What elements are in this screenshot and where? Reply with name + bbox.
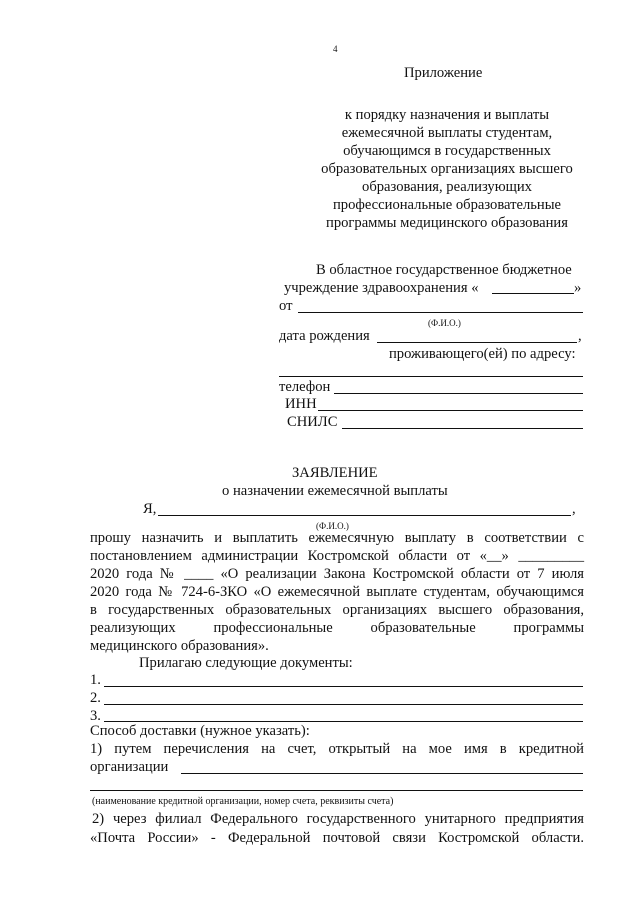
appendix-line: обучающимся в государственных [343, 143, 551, 159]
fio-hint: (Ф.И.О.) [428, 318, 461, 328]
body-line: реализующих профессиональные образовательные программы [90, 620, 584, 636]
page-number: 4 [333, 44, 338, 54]
from-label: от [279, 298, 293, 314]
body-line: 2020 года № ____ «О реализации Закона Костромской области от 7 июля [90, 566, 584, 582]
phone-label: телефон [279, 379, 331, 395]
phone-blank[interactable] [334, 393, 583, 394]
attachment-blank[interactable] [104, 704, 583, 705]
appendix-line: образования, реализующих [362, 179, 532, 195]
body-line: в государственных образовательных организациях высшего образования, [90, 602, 584, 618]
addressee-line-2: учреждение здравоохранения « [284, 280, 479, 296]
inn-label: ИНН [285, 396, 317, 412]
body-line: медицинского образования». [90, 638, 269, 654]
delivery-option-2: 2) через филиал Федерального государственного унитарного предприятия [92, 811, 584, 827]
body-line: прошу назначить и выплатить ежемесячную выплату в соответствии с [90, 530, 584, 546]
body-line: постановлением администрации Костромской области от «__» _________ [90, 548, 584, 564]
delivery-option-1: 1) путем перечисления на счет, открытый на мое имя в кредитной [90, 741, 584, 757]
address-label: проживающего(ей) по адресу: [389, 346, 576, 362]
statement-subtitle: о назначении ежемесячной выплаты [222, 483, 448, 499]
birth-date-comma: , [578, 328, 582, 344]
body-line: 2020 года № 724-6-ЗКО «О ежемесячной выплате студентам, обучающимся [90, 584, 584, 600]
delivery-option-2-cont: «Почта России» - Федеральной почтовой связи Костромской области. [90, 830, 584, 846]
birth-date-blank[interactable] [377, 342, 577, 343]
birth-date-label: дата рождения [279, 328, 370, 344]
snils-blank[interactable] [342, 428, 583, 429]
attachment-blank[interactable] [104, 686, 583, 687]
statement-title: ЗАЯВЛЕНИЕ [292, 465, 378, 481]
address-blank[interactable] [279, 376, 583, 377]
snils-label: СНИЛС [287, 414, 338, 430]
bank-name-blank[interactable] [181, 773, 583, 774]
attachment-number: 1. [90, 672, 101, 688]
delivery-option-1-org: организации [90, 759, 169, 775]
appendix-title: Приложение [404, 65, 483, 81]
applicant-fio-blank[interactable] [158, 515, 571, 516]
bank-hint: (наименование кредитной организации, номер счета, реквизиты счета) [92, 796, 394, 807]
applicant-fio-hint: (Ф.И.О.) [316, 521, 349, 531]
from-fio-blank[interactable] [298, 312, 583, 313]
bank-details-blank[interactable] [90, 790, 583, 791]
attachment-number: 2. [90, 690, 101, 706]
addressee-line-2-close: » [574, 280, 582, 296]
attachment-number: 3. [90, 708, 101, 724]
appendix-line: ежемесячной выплаты студентам, [341, 125, 553, 141]
applicant-comma: , [572, 501, 576, 517]
appendix-line: программы медицинского образования [326, 215, 568, 231]
appendix-line: образовательных организациях высшего [321, 161, 573, 177]
attachments-intro: Прилагаю следующие документы: [139, 655, 353, 671]
institution-blank[interactable] [492, 293, 574, 294]
inn-blank[interactable] [318, 410, 583, 411]
addressee-line-1: В областное государственное бюджетное [316, 262, 572, 278]
applicant-label: Я, [143, 501, 157, 517]
delivery-label: Способ доставки (нужное указать): [90, 723, 310, 739]
appendix-line: профессиональные образовательные [332, 197, 561, 213]
appendix-line: к порядку назначения и выплаты [344, 107, 550, 123]
